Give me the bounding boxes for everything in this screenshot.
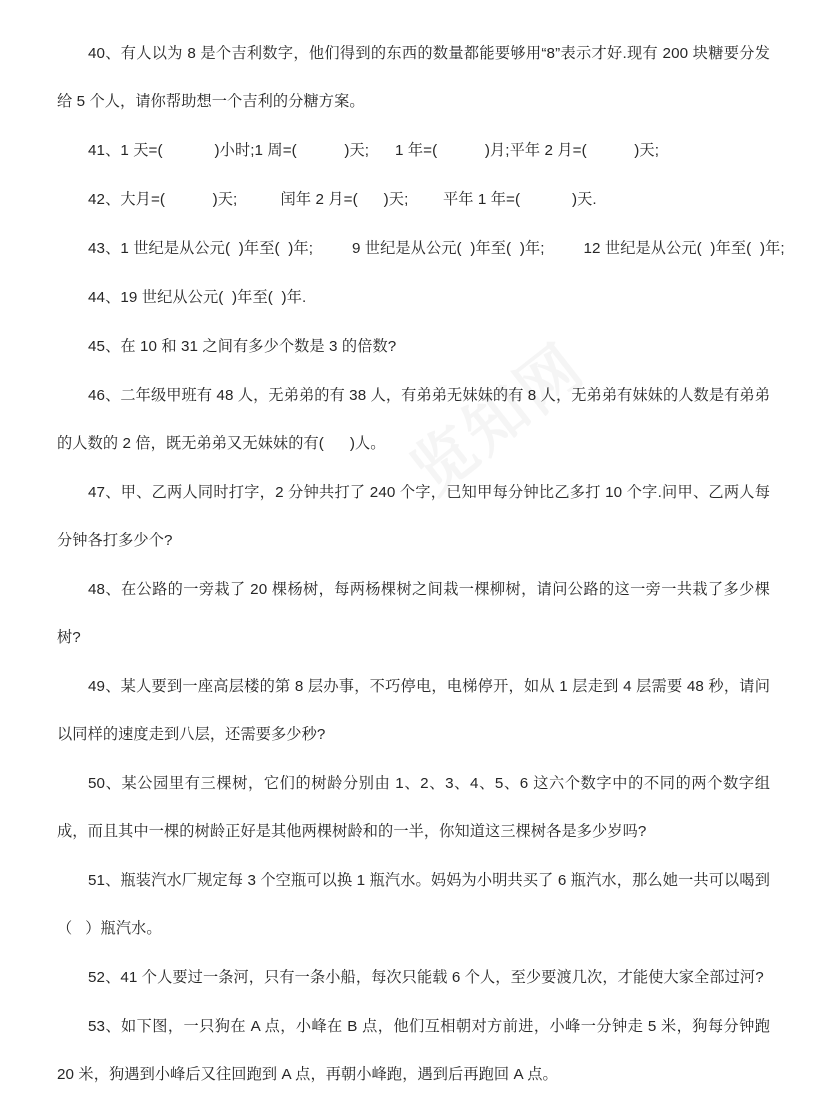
- question-item-50: 50、某公园里有三棵树，它们的树龄分别由 1、2、3、4、5、6 这六个数字中的不同的两个数字组成，而且其中一棵的树龄正好是其他两棵树龄和的一半，你知道这三棵树各是多少岁吗?: [57, 775, 770, 840]
- watermark-text: 览知网: [397, 328, 599, 509]
- question-item-46: 46、二年级甲班有 48 人，无弟弟的有 38 人，有弟弟无妹妹的有 8 人，无弟弟有妹妹的人数是有弟弟的人数的 2 倍，既无弟弟又无妹妹的有( )人。: [57, 387, 770, 452]
- question-item-45: 45、在 10 和 31 之间有多少个数是 3 的倍数?: [88, 338, 397, 355]
- question-item-41: 41、1 天=( )小时;1 周=( )天; 1 年=( )月;平年 2 月=( )天;: [88, 142, 660, 159]
- question-item-47: 47、甲、乙两人同时打字，2 分钟共打了 240 个字，已知甲每分钟比乙多打 10 个字.问甲、乙两人每分钟各打多少个?: [57, 484, 770, 549]
- question-item-43: 43、1 世纪是从公元( )年至( )年; 9 世纪是从公元( )年至( )年; 12 世纪是从公元( )年至( )年;: [88, 240, 785, 257]
- question-list: [57, 30, 785, 1099]
- question-item-51: 51、瓶装汽水厂规定每 3 个空瓶可以换 1 瓶汽水。妈妈为小明共买了 6 瓶汽水，那么她一共可以喝到（ ）瓶汽水。: [57, 872, 770, 937]
- question-item-48: 48、在公路的一旁栽了 20 棵杨树，每两杨棵树之间栽一棵柳树，请问公路的这一旁一共栽了多少棵树?: [57, 581, 770, 646]
- question-item-49: 49、某人要到一座高层楼的第 8 层办事，不巧停电，电梯停开，如从 1 层走到 4 层需要 48 秒，请问以同样的速度走到八层，还需要多少秒?: [57, 678, 770, 743]
- question-item-42: 42、大月=( )天; 闰年 2 月=( )天; 平年 1 年=( )天.: [88, 191, 597, 208]
- question-item-40: 40、有人以为 8 是个吉利数字，他们得到的东西的数量都能要够用“8”表示才好.现有 200 块糖要分发给 5 个人，请你帮助想一个吉利的分糖方案。: [57, 45, 770, 110]
- question-item-53: 53、如下图，一只狗在 A 点，小峰在 B 点，他们互相朝对方前进，小峰一分钟走 5 米，狗每分钟跑 20 米，狗遇到小峰后又往回跑到 A 点，再朝小峰跑，遇到后再跑回 A 点。: [57, 1018, 775, 1083]
- question-item-52: 52、41 个人要过一条河，只有一条小船，每次只能载 6 个人，至少要渡几次，才能使大家全部过河?: [88, 969, 764, 986]
- question-item-44: 44、19 世纪从公元( )年至( )年.: [88, 289, 307, 306]
